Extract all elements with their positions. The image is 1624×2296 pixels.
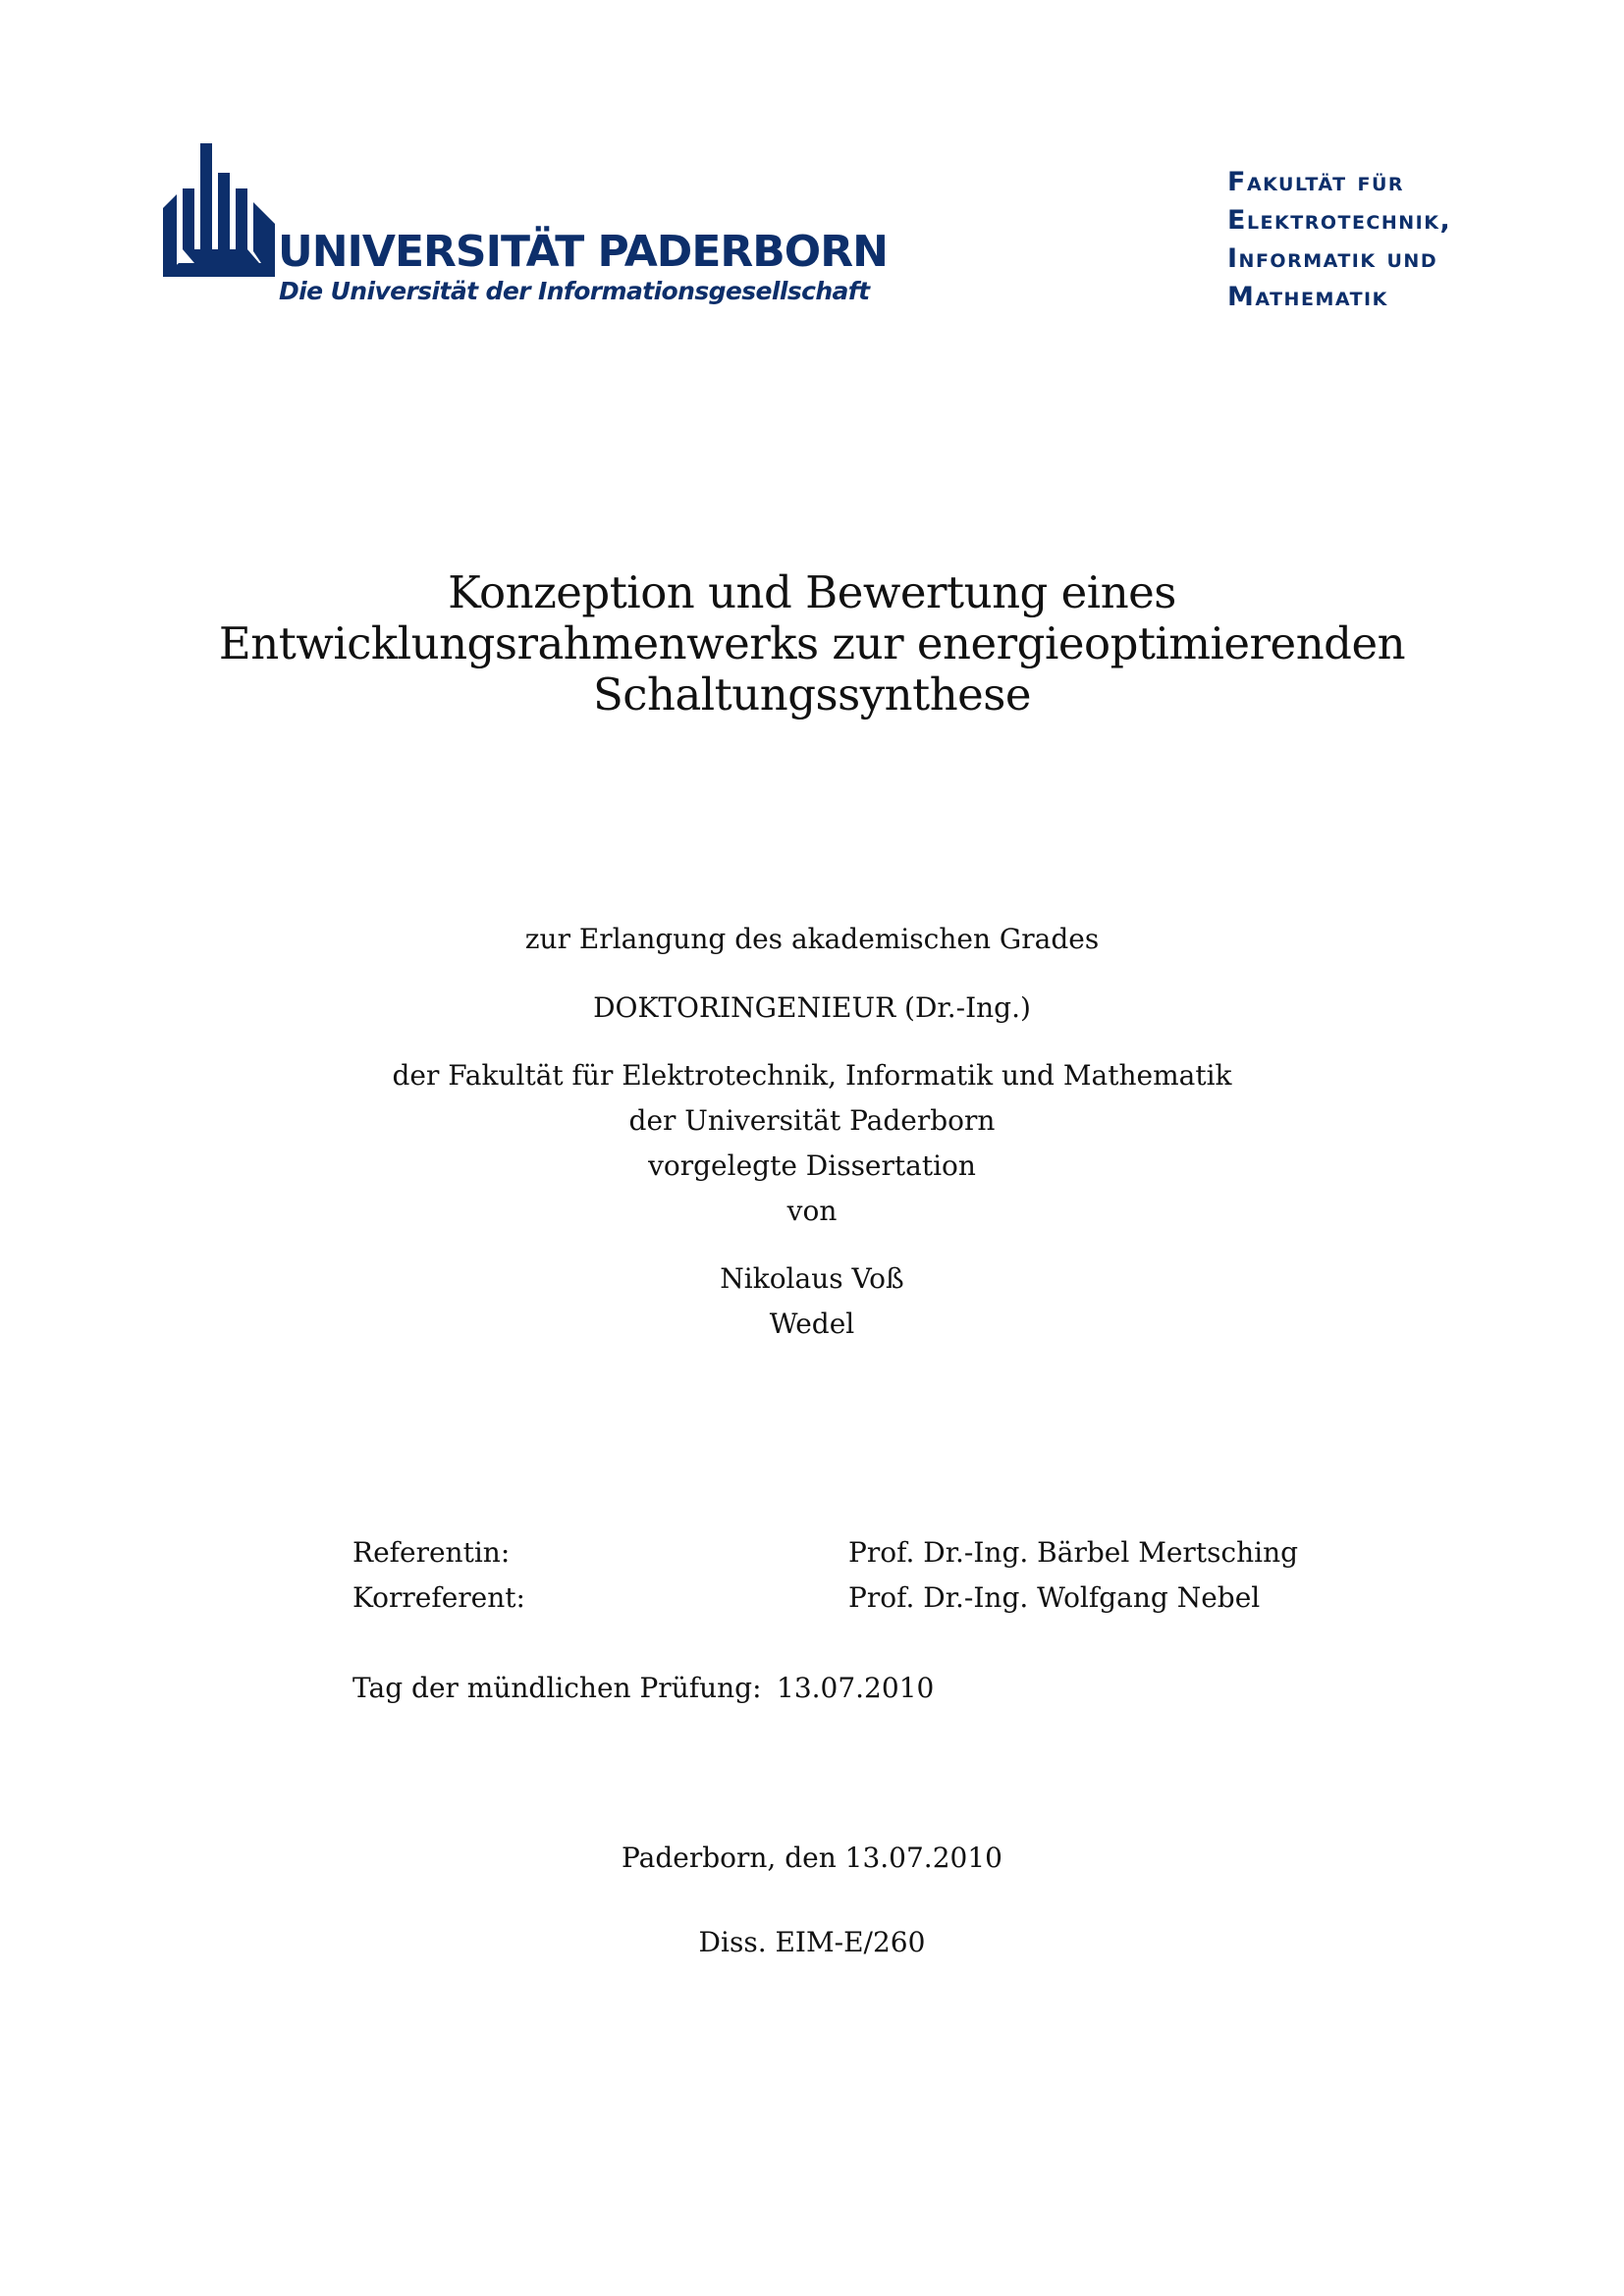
exam-date: 13.07.2010 (777, 1672, 935, 1704)
korreferent-label: Korreferent: (352, 1581, 525, 1614)
title-line: Schaltungssynthese (592, 668, 1032, 721)
referentin-name: Prof. Dr.-Ing. Bärbel Mertsching (848, 1536, 1299, 1569)
faculty-line: Fakultät für (1227, 167, 1405, 197)
degree-intro: zur Erlangung des akademischen Grades (524, 923, 1100, 955)
diss-number: Diss. EIM-E/260 (698, 1926, 926, 1958)
title-line: Konzeption und Bewertung eines (448, 566, 1176, 618)
thesis-title (0, 567, 1624, 721)
korreferent-name: Prof. Dr.-Ing. Wolfgang Nebel (848, 1581, 1261, 1614)
degree-faculty: der Fakultät für Elektrotechnik, Informatik und Mathematik (392, 1059, 1232, 1092)
faculty-line: Informatik und (1227, 243, 1438, 274)
author-place: Wedel (769, 1308, 855, 1340)
logo-subtitle: Die Universität der Informationsgesellschaft (279, 277, 870, 305)
referentin-label: Referentin: (352, 1536, 511, 1569)
degree-submitted: vorgelegte Dissertation (648, 1149, 976, 1182)
faculty-line: Elektrotechnik, (1227, 205, 1452, 236)
place-date: Paderborn, den 13.07.2010 (622, 1842, 1002, 1874)
exam-label: Tag der mündlichen Prüfung: (352, 1672, 762, 1704)
degree-university: der Universität Paderborn (628, 1104, 996, 1137)
degree-name: DOKTORINGENIEUR (Dr.-Ing.) (593, 991, 1031, 1024)
faculty-line: Mathematik (1227, 282, 1388, 312)
faculty-name (1227, 163, 1451, 316)
degree-von: von (786, 1195, 838, 1227)
author-name: Nikolaus Voß (720, 1262, 904, 1295)
university-building-logo-icon (163, 143, 275, 277)
university-logo (163, 139, 888, 312)
logo-title: UNIVERSITÄT PADERBORN (278, 227, 888, 277)
title-line: Entwicklungsrahmenwerks zur energieoptimierenden (218, 617, 1406, 669)
